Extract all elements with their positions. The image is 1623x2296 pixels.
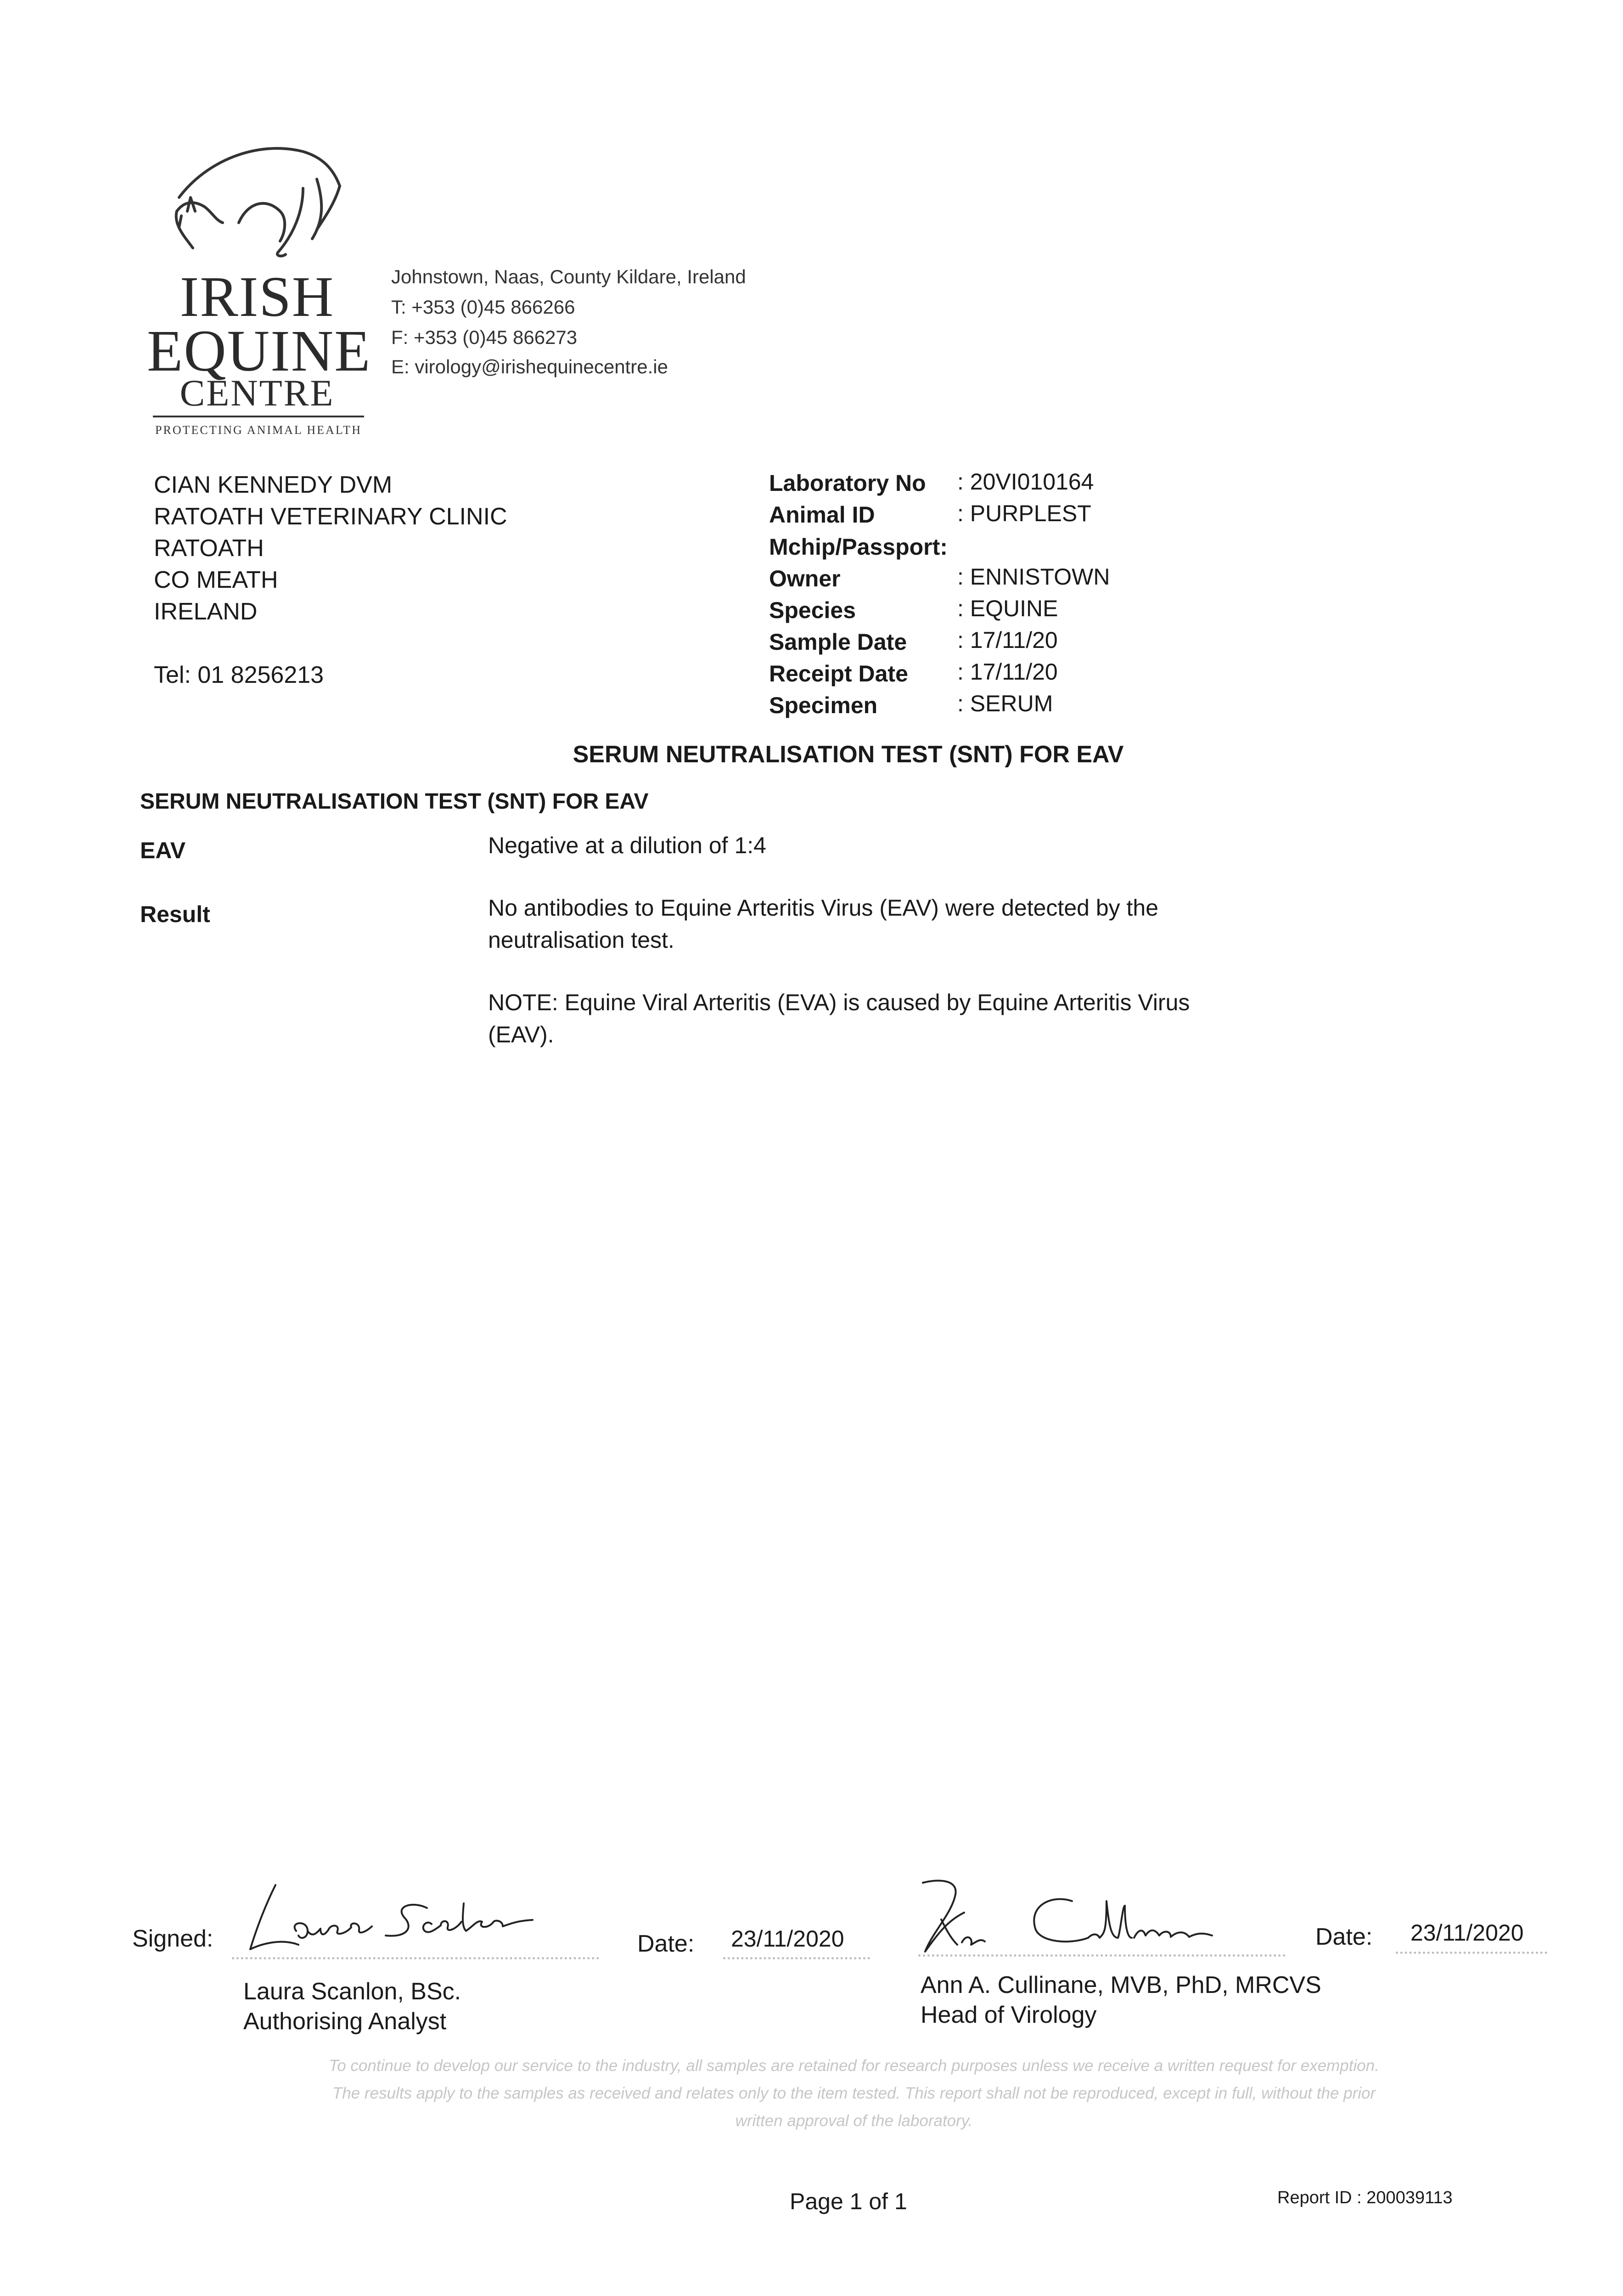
logo-equine-text: EQUINE	[147, 318, 371, 383]
signer-name: Ann A. Cullinane, MVB, PhD, MRCVS	[921, 1972, 1321, 1998]
signer-title: Authorising Analyst	[243, 2008, 447, 2035]
test-title: SERUM NEUTRALISATION TEST (SNT) FOR EAV	[573, 741, 1124, 768]
report-id: Report ID : 200039113	[1277, 2188, 1453, 2207]
recipient-line: RATOATH VETERINARY CLINIC	[154, 503, 507, 530]
sample-label: Sample Date	[769, 629, 907, 655]
sample-value: : 17/11/20	[957, 627, 1058, 653]
horse-logo-icon	[165, 142, 358, 280]
sample-label: Animal ID	[769, 502, 875, 528]
sample-label: Species	[769, 597, 856, 623]
disclaimer-line: written approval of the laboratory.	[735, 2112, 973, 2130]
logo-divider	[153, 416, 364, 417]
result-label: Result	[140, 901, 210, 927]
sample-label: Mchip/Passport:	[769, 534, 948, 560]
date-label: Date:	[637, 1930, 695, 1957]
recipient-line: RATOATH	[154, 535, 264, 562]
signature-date: 23/11/2020	[1410, 1920, 1524, 1946]
logo-tagline: PROTECTING ANIMAL HEALTH	[155, 423, 362, 437]
logo-irish-text: IRISH	[180, 265, 335, 329]
sample-label: Owner	[769, 566, 841, 591]
eav-label: EAV	[140, 838, 186, 863]
sample-label: Laboratory No	[769, 470, 926, 496]
disclaimer-line: The results apply to the samples as received and relates only to the item tested. This report shall not be reproduced, except in full, without the prior	[332, 2084, 1376, 2102]
signature-date: 23/11/2020	[731, 1926, 844, 1952]
section-title: SERUM NEUTRALISATION TEST (SNT) FOR EAV	[140, 789, 649, 814]
sample-label: Specimen	[769, 692, 878, 718]
sample-value: : EQUINE	[957, 596, 1058, 621]
signature-line	[918, 1954, 1286, 1957]
recipient-line: CO MEATH	[154, 567, 278, 593]
logo-centre-text: CENTRE	[180, 372, 335, 414]
recipient-line: IRELAND	[154, 598, 258, 625]
disclaimer-line: To continue to develop our service to the industry, all samples are retained for research purposes unless we receive a written request for exemption.	[329, 2057, 1379, 2075]
signature-laura-scanlon	[239, 1876, 569, 1963]
sample-value: : PURPLEST	[957, 501, 1091, 526]
lab-email: E: virology@irishequinecentre.ie	[391, 356, 668, 377]
lab-phone: T: +353 (0)45 866266	[391, 296, 575, 318]
lab-address: Johnstown, Naas, County Kildare, Ireland	[391, 266, 746, 287]
signed-label: Signed:	[132, 1925, 213, 1952]
lab-fax: F: +353 (0)45 866273	[391, 326, 578, 348]
sample-label: Receipt Date	[769, 661, 908, 687]
signature-line	[232, 1957, 599, 1959]
eav-value: Negative at a dilution of 1:4	[488, 833, 766, 858]
note-text: NOTE: Equine Viral Arteritis (EVA) is caused by Equine Arteritis Virus (EAV).	[488, 990, 1190, 1047]
date-line	[723, 1957, 870, 1959]
sample-value: : ENNISTOWN	[957, 564, 1110, 590]
page-number: Page 1 of 1	[790, 2189, 907, 2214]
signature-ann-cullinane	[914, 1869, 1272, 1956]
signer-name: Laura Scanlon, BSc.	[243, 1978, 461, 2005]
signer-title: Head of Virology	[921, 2002, 1097, 2028]
sample-value: : SERUM	[957, 691, 1053, 716]
date-line	[1396, 1952, 1547, 1954]
recipient-tel: Tel: 01 8256213	[154, 662, 324, 688]
sample-value: : 20VI010164	[957, 469, 1094, 495]
recipient-line: CIAN KENNEDY DVM	[154, 472, 393, 498]
date-label: Date:	[1315, 1924, 1373, 1950]
result-text: No antibodies to Equine Arteritis Virus (EAV) were detected by the neutralisation test.	[488, 895, 1159, 953]
sample-value: : 17/11/20	[957, 659, 1058, 685]
